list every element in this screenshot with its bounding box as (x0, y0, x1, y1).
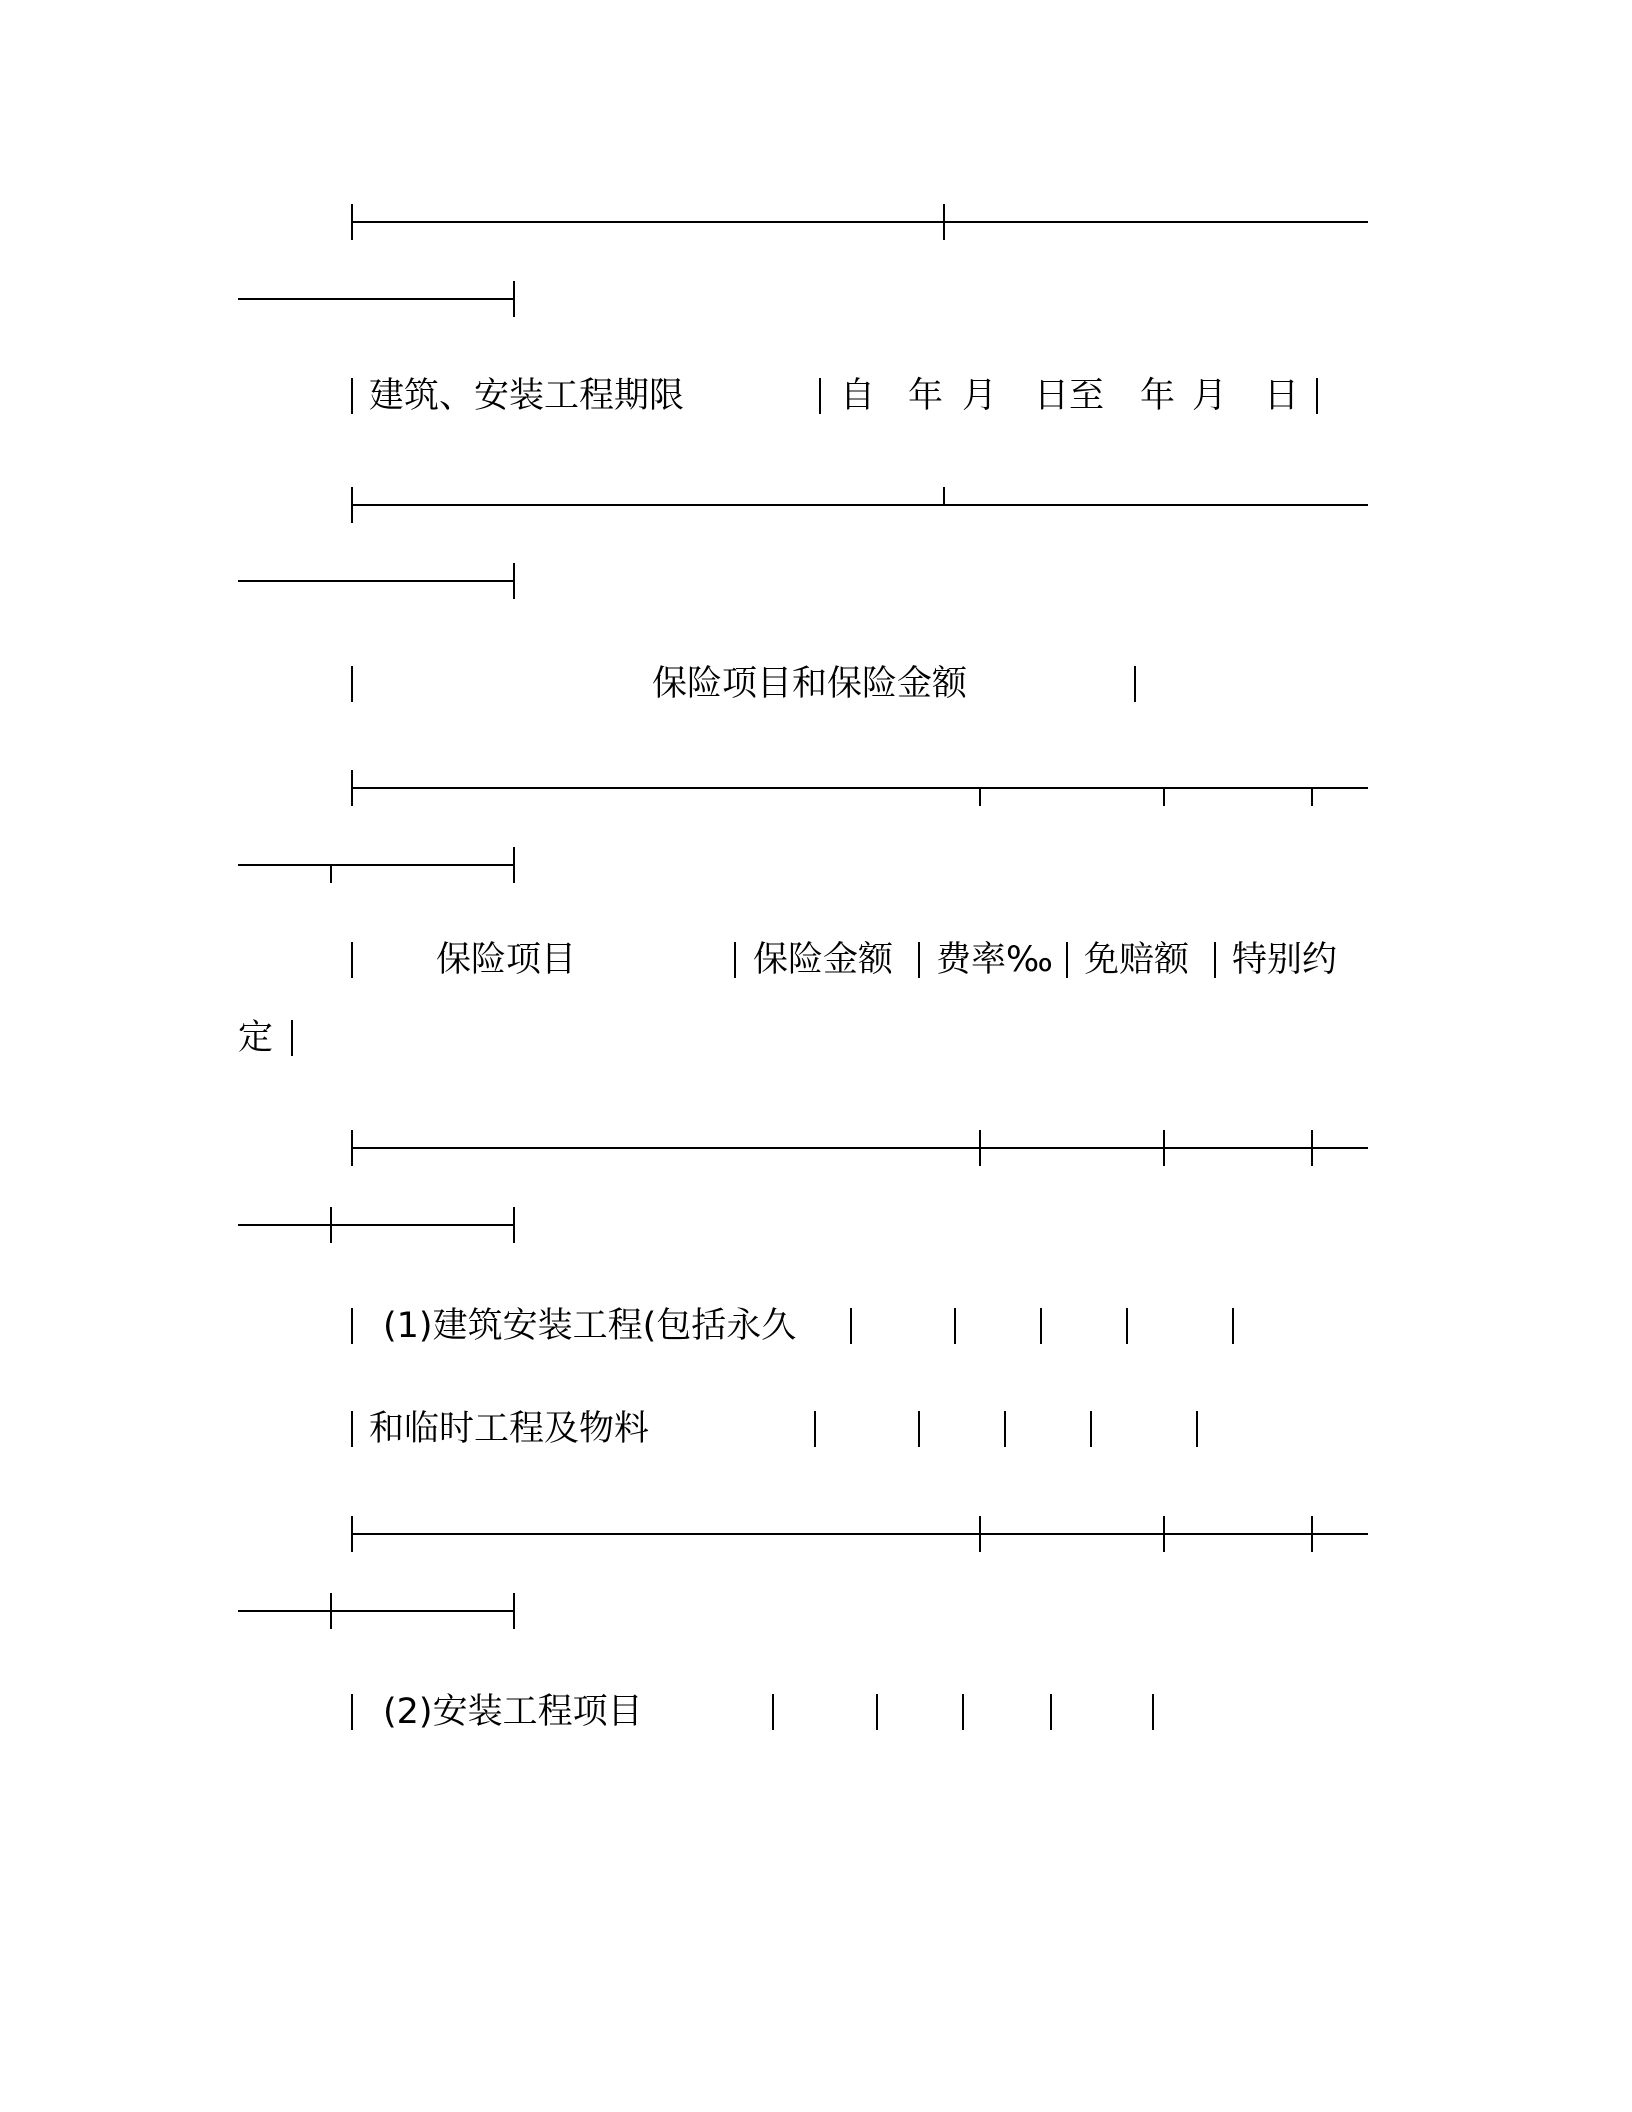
cell-border (351, 942, 353, 978)
header-special-2: 定 (238, 1018, 274, 1058)
cell-border (1090, 1411, 1092, 1447)
period-day-2: 日 (1264, 376, 1300, 416)
period-label: 建筑、安装工程期限 (369, 376, 685, 416)
cell-border (1040, 1308, 1042, 1344)
cell-border (850, 1308, 852, 1344)
row-1-line-1: (1)建筑安装工程(包括永久 (383, 1306, 797, 1346)
period-from: 自 (840, 376, 876, 416)
cell-border (1004, 1411, 1006, 1447)
header-deductible: 免赔额 (1084, 940, 1190, 980)
header-amount: 保险金额 (753, 940, 894, 980)
cell-border (291, 1020, 293, 1056)
cell-border (1232, 1308, 1234, 1344)
row-1-line-2: 和临时工程及物料 (369, 1409, 650, 1449)
cell-border (351, 1411, 353, 1447)
cell-border (351, 666, 353, 702)
cell-border (962, 1694, 964, 1730)
cell-border (954, 1308, 956, 1344)
cell-border (1134, 666, 1136, 702)
period-year-1: 年 (908, 376, 944, 416)
period-year-2: 年 (1140, 376, 1176, 416)
cell-border (1126, 1308, 1128, 1344)
row-2-line-1: (2)安装工程项目 (383, 1692, 643, 1732)
cell-border (351, 1308, 353, 1344)
cell-border (819, 378, 821, 414)
cell-border (351, 1694, 353, 1730)
cell-border (1050, 1694, 1052, 1730)
cell-border (1196, 1411, 1198, 1447)
cell-border (918, 942, 920, 978)
header-rate: 费率‰ (936, 940, 1053, 980)
period-month-2: 月 (1192, 376, 1228, 416)
cell-border (734, 942, 736, 978)
cell-border (876, 1694, 878, 1730)
cell-border (772, 1694, 774, 1730)
header-special-1: 特别约 (1232, 940, 1338, 980)
section-title: 保险项目和保险金额 (652, 664, 968, 704)
cell-border (1066, 942, 1068, 978)
period-month-1: 月 (962, 376, 998, 416)
cell-border (1152, 1694, 1154, 1730)
cell-border (1316, 378, 1318, 414)
period-day-to: 日至 (1034, 376, 1105, 416)
cell-border (918, 1411, 920, 1447)
cell-border (814, 1411, 816, 1447)
cell-border (351, 378, 353, 414)
header-item: 保险项目 (436, 940, 577, 980)
cell-border (1214, 942, 1216, 978)
